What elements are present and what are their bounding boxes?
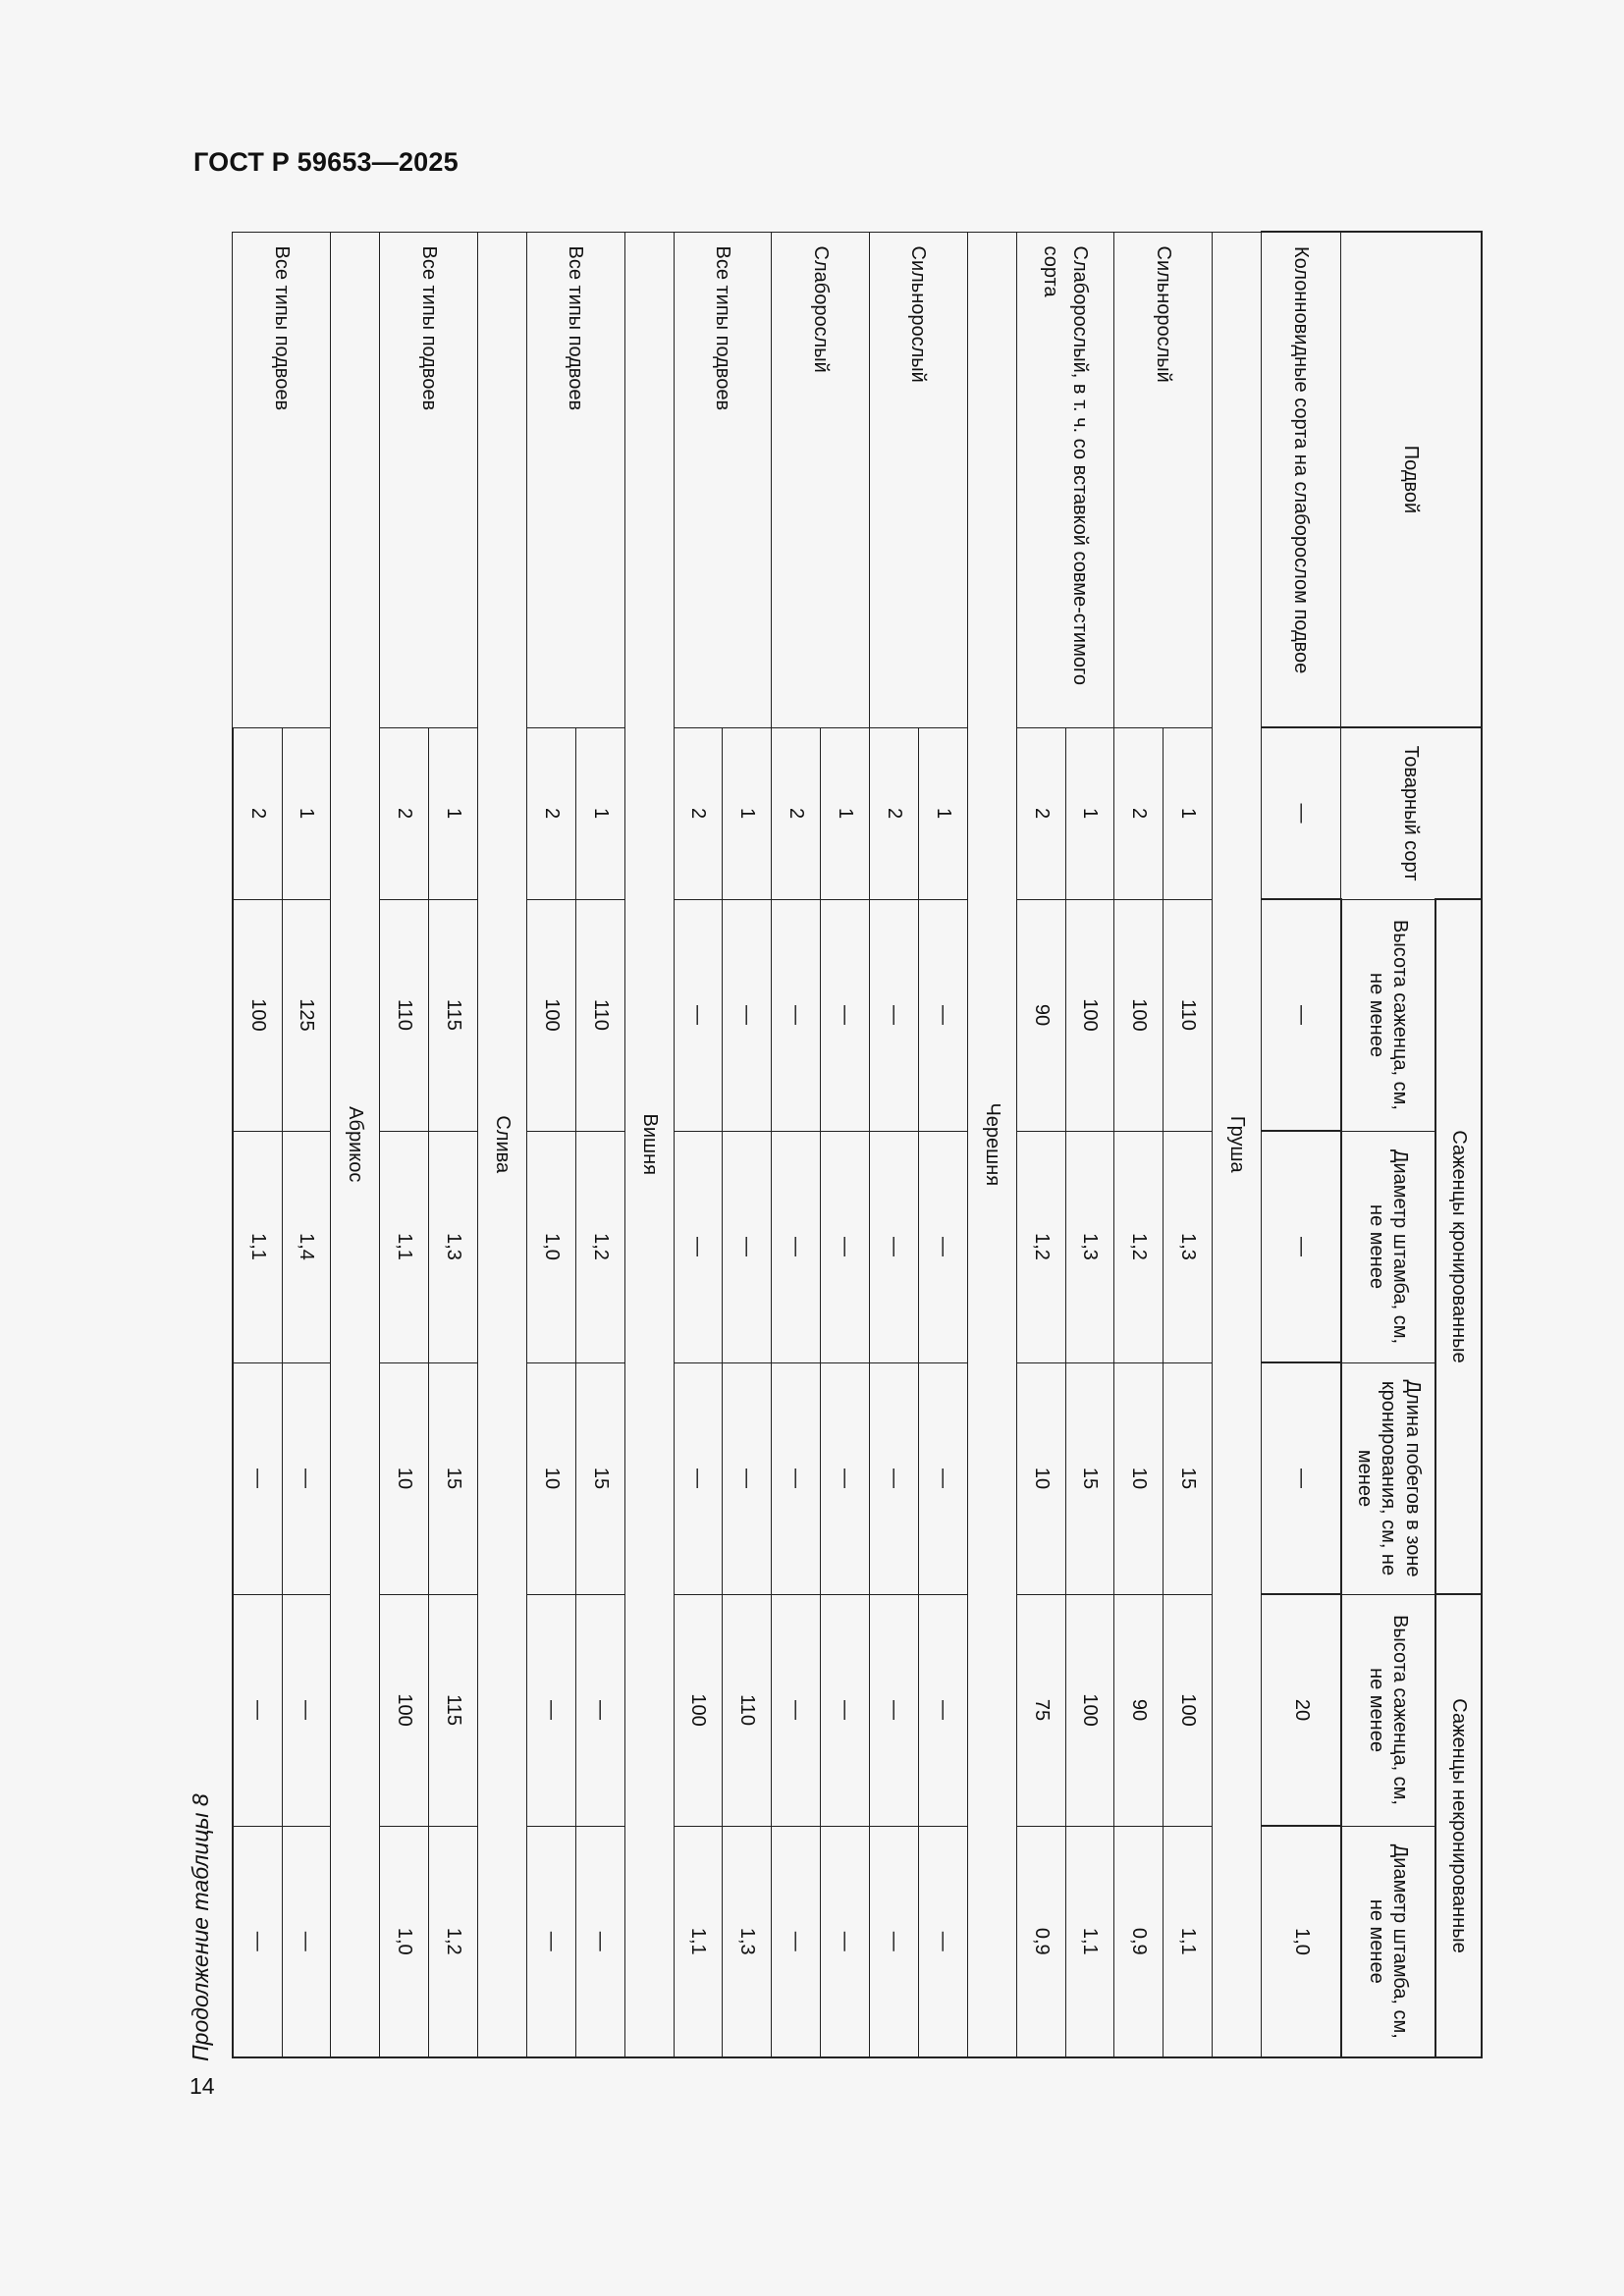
value-cell: 125 (282, 899, 331, 1131)
value-cell: 1,1 (1164, 1826, 1213, 2057)
value-cell: — (918, 899, 967, 1131)
value-cell: — (772, 1594, 821, 1826)
value-cell: 1,2 (1114, 1131, 1164, 1362)
planting-material-table (232, 231, 1483, 2058)
value-cell: — (821, 1826, 870, 2057)
grade-cell: 2 (1016, 727, 1065, 899)
value-cell: — (772, 1826, 821, 2057)
value-cell: — (526, 1594, 575, 1826)
grade-cell: 2 (870, 727, 919, 899)
value-cell: 1,3 (429, 1131, 478, 1362)
table-row (918, 232, 967, 2057)
rootstock-cell: Колонновидные сорта на слаборослом подвое (1262, 232, 1341, 727)
value-cell: 1,0 (526, 1131, 575, 1362)
value-cell: — (918, 1826, 967, 2057)
value-cell: 115 (429, 899, 478, 1131)
section-title: Абрикос (331, 232, 380, 2057)
value-cell: 100 (674, 1594, 723, 1826)
value-cell: 75 (1016, 1594, 1065, 1826)
value-cell: 1,2 (1016, 1131, 1065, 1362)
rootstock-header: Подвой (1341, 232, 1482, 727)
value-cell: 100 (526, 899, 575, 1131)
section-title: Черешня (967, 232, 1016, 2057)
grade-cell: 1 (429, 727, 478, 899)
value-cell: — (870, 899, 919, 1131)
section-row (967, 232, 1016, 2057)
section-title: Слива (478, 232, 527, 2057)
grade-cell: 2 (526, 727, 575, 899)
grade-cell: — (1262, 727, 1341, 899)
section-row (478, 232, 527, 2057)
grade-cell: 1 (723, 727, 772, 899)
grade-cell: 2 (380, 727, 429, 899)
table-row (429, 232, 478, 2057)
crowned-height-header: Высота саженца, см, не менее (1341, 899, 1435, 1131)
grade-header: Товарный сорт (1341, 727, 1482, 899)
value-cell: 0,9 (1016, 1826, 1065, 2057)
table-row (575, 232, 624, 2057)
value-cell: 10 (1114, 1362, 1164, 1594)
table-body (233, 232, 1341, 2057)
crowned-diameter-header: Диаметр штамба, см, не менее (1341, 1131, 1435, 1362)
table-row (1164, 232, 1213, 2057)
value-cell: 1,1 (674, 1826, 723, 2057)
rootstock-cell: Все типы подвоев (380, 232, 478, 727)
table-row (1065, 232, 1114, 2057)
value-cell: — (870, 1594, 919, 1826)
rootstock-cell: Все типы подвоев (674, 232, 772, 727)
value-cell: — (723, 899, 772, 1131)
value-cell: 1,1 (233, 1131, 282, 1362)
value-cell: — (674, 1131, 723, 1362)
value-cell: 1,1 (1065, 1826, 1114, 2057)
table-caption: Продолжение таблицы 8 (188, 1793, 213, 2061)
rootstock-cell: Слаборослый (772, 232, 870, 727)
grade-cell: 1 (575, 727, 624, 899)
value-cell: — (870, 1131, 919, 1362)
value-cell: 100 (1164, 1594, 1213, 1826)
value-cell: 110 (575, 899, 624, 1131)
value-cell: — (674, 1362, 723, 1594)
grade-cell: 1 (1164, 727, 1213, 899)
value-cell: — (575, 1826, 624, 2057)
value-cell: 100 (1065, 899, 1114, 1131)
rootstock-cell: Сильнорослый (870, 232, 968, 727)
rootstock-cell: Все типы подвоев (526, 232, 624, 727)
value-cell: 1,2 (429, 1826, 478, 2057)
value-cell: — (918, 1131, 967, 1362)
value-cell: 1,3 (1065, 1131, 1114, 1362)
grade-cell: 2 (674, 727, 723, 899)
page-number: 14 (189, 2073, 215, 2099)
value-cell: 1,0 (1262, 1826, 1341, 2057)
value-cell: — (870, 1362, 919, 1594)
value-cell: — (1262, 1131, 1341, 1362)
grade-cell: 1 (821, 727, 870, 899)
rootstock-cell: Сильнорослый (1114, 232, 1213, 727)
section-row (331, 232, 380, 2057)
value-cell: — (723, 1362, 772, 1594)
crowned-shoot-length-header: Длина побегов в зоне кронирования, см, не менее (1341, 1362, 1435, 1594)
value-cell: 15 (429, 1362, 478, 1594)
value-cell: — (526, 1826, 575, 2057)
uncrowned-group-header: Саженцы некронированные (1435, 1594, 1482, 2057)
value-cell: — (918, 1594, 967, 1826)
value-cell: 90 (1016, 899, 1065, 1131)
table-head (1341, 232, 1482, 2057)
section-row (624, 232, 674, 2057)
value-cell: — (821, 1362, 870, 1594)
grade-cell: 1 (1065, 727, 1114, 899)
value-cell: 90 (1114, 1594, 1164, 1826)
value-cell: — (870, 1826, 919, 2057)
value-cell: — (723, 1131, 772, 1362)
value-cell: 100 (1065, 1594, 1114, 1826)
value-cell: — (772, 1362, 821, 1594)
value-cell: — (821, 899, 870, 1131)
value-cell: — (282, 1826, 331, 2057)
table-row (1262, 232, 1341, 2057)
value-cell: — (233, 1362, 282, 1594)
value-cell: 10 (380, 1362, 429, 1594)
value-cell: 20 (1262, 1594, 1341, 1826)
value-cell: 1,4 (282, 1131, 331, 1362)
value-cell: — (772, 1131, 821, 1362)
table-row (821, 232, 870, 2057)
value-cell: 1,2 (575, 1131, 624, 1362)
grade-cell: 1 (918, 727, 967, 899)
value-cell: — (282, 1362, 331, 1594)
value-cell: — (575, 1594, 624, 1826)
value-cell: — (282, 1594, 331, 1826)
value-cell: — (233, 1826, 282, 2057)
value-cell: 15 (575, 1362, 624, 1594)
value-cell: — (1262, 899, 1341, 1131)
value-cell: 110 (1164, 899, 1213, 1131)
grade-cell: 2 (772, 727, 821, 899)
rootstock-cell: Слаборослый, в т. ч. со вставкой совме-стимого сорта (1016, 232, 1114, 727)
value-cell: — (674, 899, 723, 1131)
value-cell: 100 (1114, 899, 1164, 1131)
value-cell: — (918, 1362, 967, 1594)
grade-cell: 2 (233, 727, 282, 899)
value-cell: — (233, 1594, 282, 1826)
crowned-group-header: Саженцы кронированные (1435, 899, 1482, 1594)
uncrowned-diameter-header: Диаметр штамба, см, не менее (1341, 1826, 1435, 2057)
value-cell: 10 (526, 1362, 575, 1594)
value-cell: — (821, 1131, 870, 1362)
value-cell: 110 (723, 1594, 772, 1826)
table-container (232, 231, 1483, 2056)
table-row (723, 232, 772, 2057)
grade-cell: 1 (282, 727, 331, 899)
value-cell: 110 (380, 899, 429, 1131)
value-cell: 1,1 (380, 1131, 429, 1362)
value-cell: — (821, 1594, 870, 1826)
value-cell: — (1262, 1362, 1341, 1594)
value-cell: 10 (1016, 1362, 1065, 1594)
section-title: Груша (1213, 232, 1262, 2057)
value-cell: 100 (233, 899, 282, 1131)
value-cell: 115 (429, 1594, 478, 1826)
value-cell: 0,9 (1114, 1826, 1164, 2057)
value-cell: 15 (1164, 1362, 1213, 1594)
value-cell: 1,3 (723, 1826, 772, 2057)
section-row (1213, 232, 1262, 2057)
value-cell: 1,0 (380, 1826, 429, 2057)
grade-cell: 2 (1114, 727, 1164, 899)
value-cell: 15 (1065, 1362, 1114, 1594)
section-title: Вишня (624, 232, 674, 2057)
table-row (282, 232, 331, 2057)
value-cell: — (772, 899, 821, 1131)
standard-title: ГОСТ Р 59653—2025 (193, 147, 459, 177)
rootstock-cell: Все типы подвоев (233, 232, 331, 727)
value-cell: 100 (380, 1594, 429, 1826)
uncrowned-height-header: Высота саженца, см, не менее (1341, 1594, 1435, 1826)
value-cell: 1,3 (1164, 1131, 1213, 1362)
